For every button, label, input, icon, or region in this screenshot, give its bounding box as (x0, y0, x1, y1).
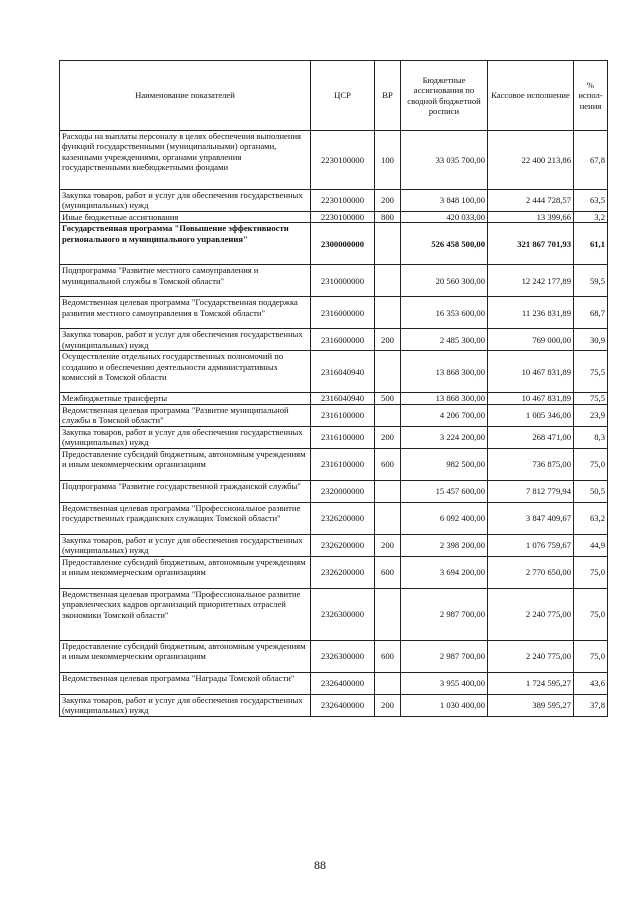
row-csr-cell: 2230100000 (311, 212, 375, 223)
budget-execution-table (59, 60, 608, 717)
table-row (60, 297, 608, 329)
row-vr-cell (375, 480, 401, 502)
row-assignments-cell: 4 206 700,00 (401, 404, 488, 426)
row-percent-cell: 75,0 (574, 588, 608, 640)
table-row (60, 190, 608, 212)
row-csr-cell: 2316000000 (311, 329, 375, 351)
row-assignments-cell: 3 848 100,00 (401, 190, 488, 212)
page-number: 88 (314, 858, 326, 872)
row-name-cell: Государственная программа "Повышение эффективности регионального и муниципального управления" (60, 223, 311, 265)
row-cash-cell: 2 770 650,00 (488, 556, 574, 588)
row-vr-cell (375, 265, 401, 297)
row-assignments-cell: 1 030 400,00 (401, 694, 488, 716)
row-vr-cell (375, 672, 401, 694)
row-cash-cell: 321 867 701,93 (488, 223, 574, 265)
row-cash-cell: 22 400 213,86 (488, 131, 574, 190)
row-assignments-cell: 3 224 200,00 (401, 426, 488, 448)
row-assignments-cell: 3 955 400,00 (401, 672, 488, 694)
row-cash-cell: 389 595,27 (488, 694, 574, 716)
table-row (60, 502, 608, 534)
row-assignments-cell: 2 987 700,00 (401, 588, 488, 640)
row-cash-cell: 1 005 346,00 (488, 404, 574, 426)
row-csr-cell: 2326300000 (311, 640, 375, 672)
row-cash-cell: 12 242 177,89 (488, 265, 574, 297)
row-assignments-cell: 3 694 200,00 (401, 556, 488, 588)
row-assignments-cell: 982 500,00 (401, 448, 488, 480)
row-csr-cell: 2230100000 (311, 131, 375, 190)
table-row (60, 672, 608, 694)
row-cash-cell: 1 724 595,27 (488, 672, 574, 694)
row-csr-cell: 2326200000 (311, 556, 375, 588)
row-vr-cell: 600 (375, 640, 401, 672)
row-vr-cell (375, 404, 401, 426)
row-vr-cell (375, 223, 401, 265)
row-percent-cell: 8,3 (574, 426, 608, 448)
row-percent-cell: 63,2 (574, 502, 608, 534)
table-row (60, 351, 608, 393)
row-name-cell: Подпрограмма "Развитие местного самоуправления и муниципальной службы в Томской области" (60, 265, 311, 297)
row-csr-cell: 2316040940 (311, 393, 375, 404)
header-name: Наименование показателей (60, 61, 311, 131)
row-assignments-cell: 6 092 400,00 (401, 502, 488, 534)
table-row (60, 694, 608, 716)
row-percent-cell: 68,7 (574, 297, 608, 329)
row-cash-cell: 7 812 779,94 (488, 480, 574, 502)
table-row (60, 448, 608, 480)
row-assignments-cell: 13 868 300,00 (401, 351, 488, 393)
row-cash-cell: 3 847 409,67 (488, 502, 574, 534)
row-assignments-cell: 420 033,00 (401, 212, 488, 223)
row-percent-cell: 3,2 (574, 212, 608, 223)
row-name-cell: Закупка товаров, работ и услуг для обеспечения государственных (муниципальных) нужд (60, 190, 311, 212)
row-vr-cell: 200 (375, 190, 401, 212)
row-vr-cell (375, 351, 401, 393)
row-csr-cell: 2230100000 (311, 190, 375, 212)
row-name-cell: Иные бюджетные ассигнования (60, 212, 311, 223)
row-csr-cell: 2326400000 (311, 694, 375, 716)
row-csr-cell: 2326400000 (311, 672, 375, 694)
row-csr-cell: 2316100000 (311, 426, 375, 448)
row-vr-cell: 200 (375, 534, 401, 556)
row-name-cell: Закупка товаров, работ и услуг для обеспечения государственных (муниципальных) нужд (60, 534, 311, 556)
row-percent-cell: 75,0 (574, 556, 608, 588)
row-vr-cell (375, 588, 401, 640)
row-percent-cell: 75,0 (574, 448, 608, 480)
row-csr-cell: 2326300000 (311, 588, 375, 640)
row-csr-cell: 2326200000 (311, 534, 375, 556)
row-cash-cell: 11 236 831,89 (488, 297, 574, 329)
row-name-cell: Расходы на выплаты персоналу в целях обеспечения выполнения функций государственными (муниципальными) органами, казенными учреждениями, органами управления государственными внебюджетными фондами (60, 131, 311, 190)
row-name-cell: Предоставление субсидий бюджетным, автономным учреждениям и иным некоммерческим организациям (60, 448, 311, 480)
table-row (60, 393, 608, 404)
table-row (60, 426, 608, 448)
row-name-cell: Ведомственная целевая программа "Награды Томской области" (60, 672, 311, 694)
row-name-cell: Закупка товаров, работ и услуг для обеспечения государственных (муниципальных) нужд (60, 426, 311, 448)
row-cash-cell: 2 240 775,00 (488, 640, 574, 672)
row-name-cell: Ведомственная целевая программа "Государственная поддержка развития местного самоуправления в Томской области" (60, 297, 311, 329)
row-vr-cell: 600 (375, 556, 401, 588)
row-name-cell: Межбюджетные трансферты (60, 393, 311, 404)
table-row (60, 556, 608, 588)
row-cash-cell: 2 444 728,57 (488, 190, 574, 212)
row-assignments-cell: 13 868 300,00 (401, 393, 488, 404)
row-csr-cell: 2326200000 (311, 502, 375, 534)
table-row (60, 212, 608, 223)
row-name-cell: Осуществление отдельных государственных полномочий по созданию и обеспечению деятельности административных комиссий в Томской области (60, 351, 311, 393)
row-csr-cell: 2316000000 (311, 297, 375, 329)
row-name-cell: Закупка товаров, работ и услуг для обеспечения государственных (муниципальных) нужд (60, 694, 311, 716)
table-row (60, 223, 608, 265)
row-vr-cell: 800 (375, 212, 401, 223)
row-assignments-cell: 20 560 300,00 (401, 265, 488, 297)
row-percent-cell: 75,5 (574, 351, 608, 393)
row-percent-cell: 61,1 (574, 223, 608, 265)
table-row (60, 329, 608, 351)
row-csr-cell: 2310000000 (311, 265, 375, 297)
header-percent: % испол-нения (574, 61, 608, 131)
row-vr-cell: 200 (375, 694, 401, 716)
table-row (60, 480, 608, 502)
row-cash-cell: 10 467 831,89 (488, 351, 574, 393)
row-cash-cell: 769 000,00 (488, 329, 574, 351)
row-name-cell: Ведомственная целевая программа "Профессиональное развитие управленческих кадров организаций приоритетных отраслей экономики Томской области" (60, 588, 311, 640)
header-assignments: Бюджетные ассигнования по сводной бюджетной росписи (401, 61, 488, 131)
row-percent-cell: 59,5 (574, 265, 608, 297)
table-row (60, 640, 608, 672)
row-vr-cell: 100 (375, 131, 401, 190)
header-cash-execution: Кассовое исполнение (488, 61, 574, 131)
row-vr-cell: 500 (375, 393, 401, 404)
row-vr-cell: 200 (375, 329, 401, 351)
row-cash-cell: 2 240 775,00 (488, 588, 574, 640)
row-percent-cell: 75,5 (574, 393, 608, 404)
header-vr: ВР (375, 61, 401, 131)
row-percent-cell: 50,5 (574, 480, 608, 502)
row-name-cell: Ведомственная целевая программа "Профессиональное развитие государственных гражданских служащих Томской области" (60, 502, 311, 534)
row-vr-cell (375, 502, 401, 534)
row-percent-cell: 63,5 (574, 190, 608, 212)
row-csr-cell: 2316100000 (311, 448, 375, 480)
table-row (60, 588, 608, 640)
row-cash-cell: 10 467 831,89 (488, 393, 574, 404)
header-csr: ЦСР (311, 61, 375, 131)
row-assignments-cell: 2 485 300,00 (401, 329, 488, 351)
table-body (60, 131, 608, 717)
row-assignments-cell: 2 398 200,00 (401, 534, 488, 556)
table-row (60, 131, 608, 190)
row-cash-cell: 268 471,00 (488, 426, 574, 448)
row-percent-cell: 37,8 (574, 694, 608, 716)
row-vr-cell: 600 (375, 448, 401, 480)
table-header-row (60, 61, 608, 131)
row-csr-cell: 2300000000 (311, 223, 375, 265)
row-name-cell: Предоставление субсидий бюджетным, автономным учреждениям и иным некоммерческим организациям (60, 640, 311, 672)
row-vr-cell (375, 297, 401, 329)
row-percent-cell: 75,0 (574, 640, 608, 672)
row-name-cell: Закупка товаров, работ и услуг для обеспечения государственных (муниципальных) нужд (60, 329, 311, 351)
row-percent-cell: 44,9 (574, 534, 608, 556)
row-name-cell: Подпрограмма "Развитие государственной гражданской службы" (60, 480, 311, 502)
row-percent-cell: 67,8 (574, 131, 608, 190)
row-assignments-cell: 16 353 600,00 (401, 297, 488, 329)
table-row (60, 265, 608, 297)
row-csr-cell: 2316100000 (311, 404, 375, 426)
row-vr-cell: 200 (375, 426, 401, 448)
row-cash-cell: 736 875,00 (488, 448, 574, 480)
row-name-cell: Ведомственная целевая программа "Развитие муниципальной службы в Томской области" (60, 404, 311, 426)
row-percent-cell: 43,6 (574, 672, 608, 694)
row-assignments-cell: 526 458 500,00 (401, 223, 488, 265)
row-cash-cell: 13 399,66 (488, 212, 574, 223)
row-assignments-cell: 2 987 700,00 (401, 640, 488, 672)
row-csr-cell: 2320000000 (311, 480, 375, 502)
row-csr-cell: 2316040940 (311, 351, 375, 393)
row-assignments-cell: 15 457 600,00 (401, 480, 488, 502)
row-name-cell: Предоставление субсидий бюджетным, автономным учреждениям и иным некоммерческим организациям (60, 556, 311, 588)
table-row (60, 534, 608, 556)
table-row (60, 404, 608, 426)
row-percent-cell: 23,9 (574, 404, 608, 426)
row-percent-cell: 30,9 (574, 329, 608, 351)
row-assignments-cell: 33 035 700,00 (401, 131, 488, 190)
row-cash-cell: 1 076 759,67 (488, 534, 574, 556)
